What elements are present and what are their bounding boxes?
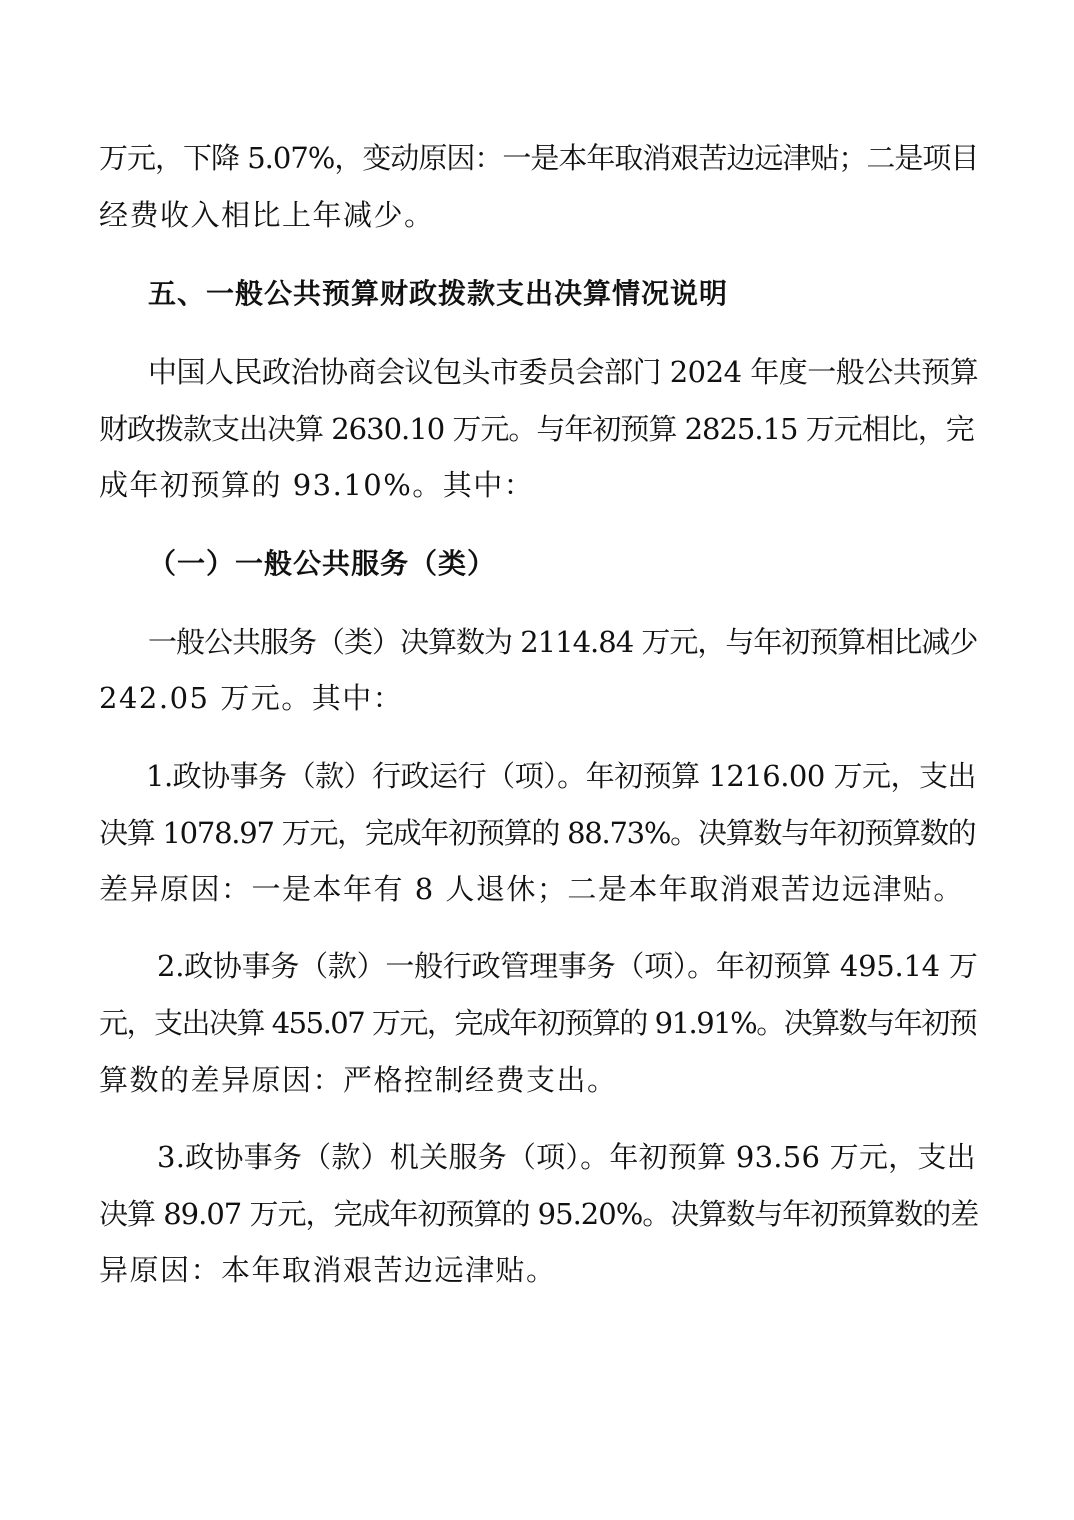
item-2-line-1: 2.政协事务（款）一般行政管理事务（项）。年初预算 495.14 万 xyxy=(157,949,978,983)
item-2-line-2: 元，支出决算 455.07 万元，完成年初预算的 91.91%。决算数与年初预 xyxy=(99,1006,977,1040)
item-1-line-2: 决算 1078.97 万元，完成年初预算的 88.73%。决算数与年初预算数的 xyxy=(99,816,976,850)
section-heading: 五、一般公共预算财政拨款支出决算情况说明 xyxy=(148,277,729,310)
item-1-line-3: 差异原因：一是本年有 8 人退休；二是本年取消艰苦边远津贴。 xyxy=(99,872,964,906)
item-3-line-2: 决算 89.07 万元，完成年初预算的 95.20%。决算数与年初预算数的差 xyxy=(99,1197,979,1231)
item-1-line-1: 1.政协事务（款）行政运行（项）。年初预算 1216.00 万元，支出 xyxy=(146,759,977,793)
item-2-line-3: 算数的差异原因：严格控制经费支出。 xyxy=(99,1063,618,1097)
paragraph-intro-line-1: 万元，下降 5.07%，变动原因：一是本年取消艰苦边远津贴；二是项目 xyxy=(99,141,979,175)
item-3-line-3: 异原因：本年取消艰苦边远津贴。 xyxy=(99,1253,557,1287)
paragraph-summary-line-3: 成年初预算的 93.10%。其中： xyxy=(99,468,535,502)
item-3-line-1: 3.政协事务（款）机关服务（项）。年初预算 93.56 万元，支出 xyxy=(157,1140,976,1174)
subsection-heading: （一）一般公共服务（类） xyxy=(148,547,497,580)
paragraph-summary-line-1: 中国人民政治协商会议包头市委员会部门 2024 年度一般公共预算 xyxy=(148,355,979,389)
paragraph-intro-line-2: 经费收入相比上年减少。 xyxy=(99,198,435,232)
paragraph-summary-line-2: 财政拨款支出决算 2630.10 万元。与年初预算 2825.15 万元相比，完 xyxy=(99,412,974,446)
paragraph-category-line-2: 242.05 万元。其中： xyxy=(99,681,404,715)
paragraph-category-line-1: 一般公共服务（类）决算数为 2114.84 万元，与年初预算相比减少 xyxy=(148,625,978,659)
